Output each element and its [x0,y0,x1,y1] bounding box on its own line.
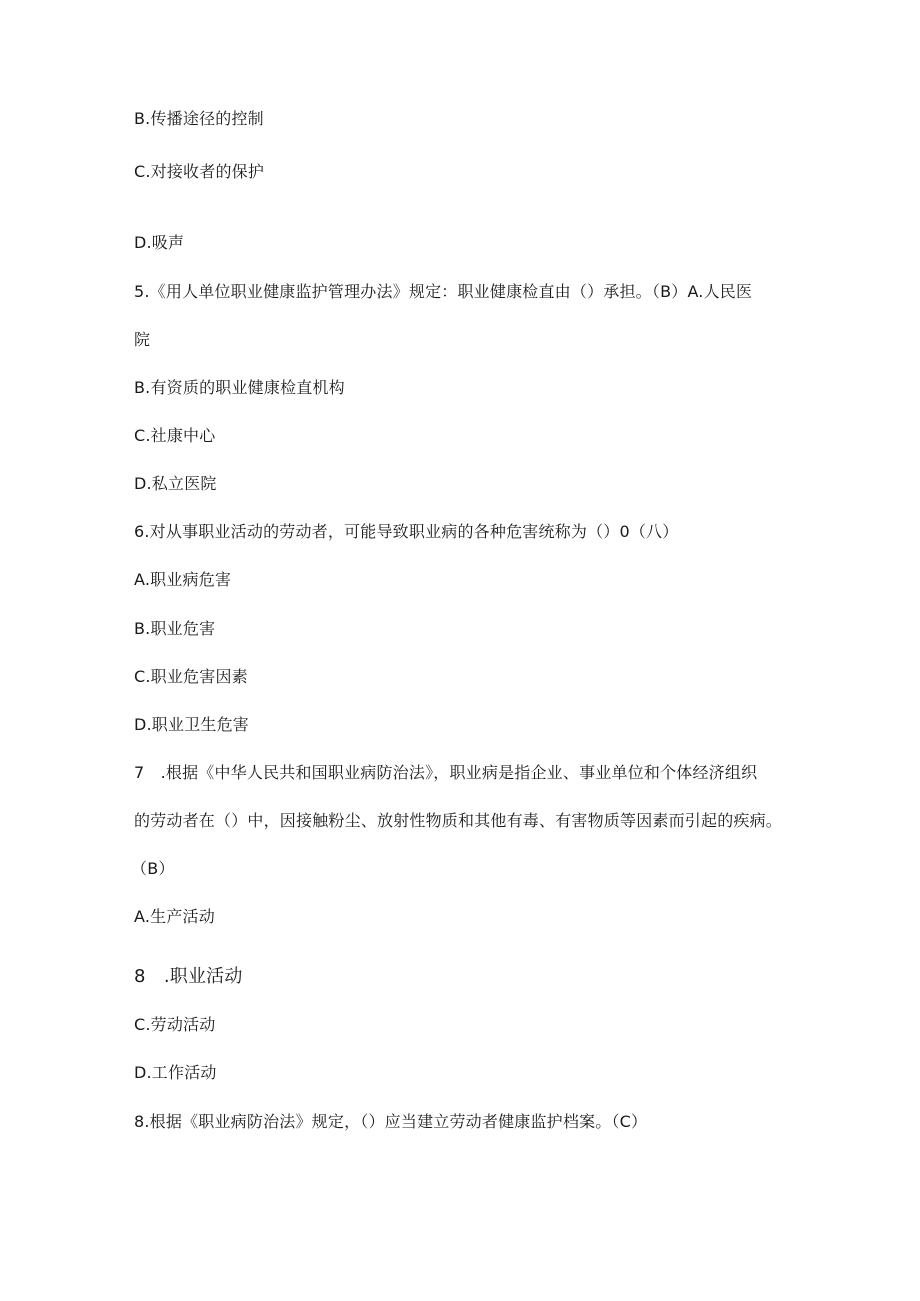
option-c-receiver-protection: C.对接收者的保护 [134,162,265,181]
question-5-text: 5.《用人单位职业健康监护管理办法》规定：职业健康检直由（）承担。（B）A.人民医 [134,282,753,301]
question-7-option-a: A.生产活动 [134,907,215,926]
option-b-transmission-control: B.传播途径的控制 [134,109,264,128]
question-5-option-b: B.有资质的职业健康检直机构 [134,378,345,397]
question-8-text: 8.根据《职业病防治法》规定，（）应当建立劳动者健康监护档案。（C） [134,1112,648,1131]
question-6-option-b: B.职业危害 [134,619,216,638]
question-5-text-continued: 院 [134,330,151,349]
question-7-option-c: C.劳动活动 [134,1015,216,1034]
question-7-option-d: D.工作活动 [134,1063,217,1082]
question-6-option-c: C.职业危害因素 [134,667,248,686]
question-7-answer: （B） [131,859,175,878]
question-5-option-c: C.社康中心 [134,426,216,445]
option-d-sound-absorption: D.吸声 [134,233,185,252]
question-7-text: 7 .根据《中华人民共和国职业病防治法》，职业病是指企业、事业单位和个体经济组织 [134,763,758,782]
question-6-option-a: A.职业病危害 [134,570,232,589]
question-6-option-d: D.职业卫生危害 [134,715,250,734]
question-7-option-b: 8 .职业活动 [134,966,243,987]
question-7-text-continued: 的劳动者在（）中，因接触粉尘、放射性物质和其他有毒、有害物质等因素而引起的疾病。 [134,811,783,830]
question-6-text: 6.对从事职业活动的劳动者，可能导致职业病的各种危害统称为（）0（八） [134,522,679,541]
question-5-option-d: D.私立医院 [134,474,217,493]
